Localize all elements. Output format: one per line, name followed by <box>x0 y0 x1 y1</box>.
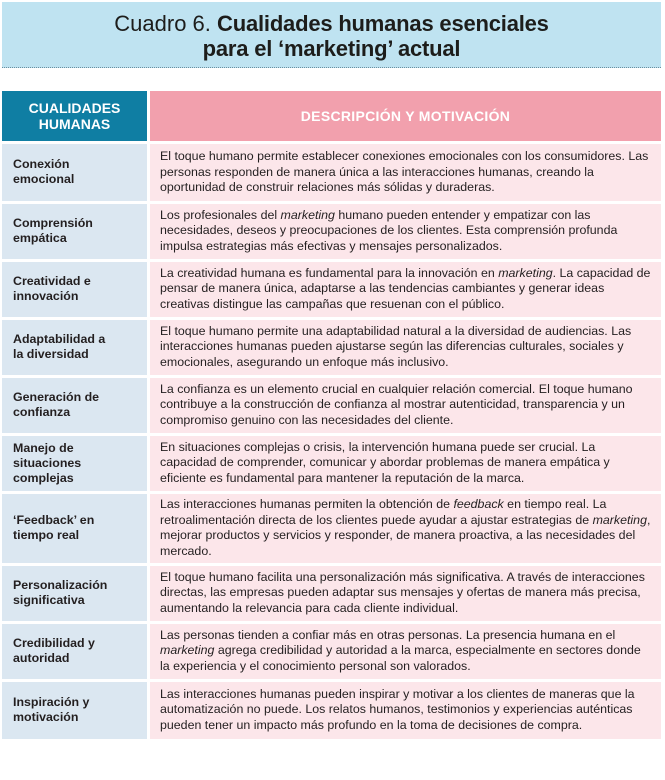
description-segment: Las personas tienden a confiar más en otras personas. La presencia humana en el <box>160 627 616 642</box>
description-cell <box>149 318 662 376</box>
table-row <box>2 564 661 622</box>
description-segment: El toque humano permite establecer conexiones emocionales con los consumidores. Las personas responden de manera única a las interacciones humanas, creando la oportunidad de construir relaciones más sólidas y duraderas. <box>160 149 649 194</box>
description-segment: La creatividad humana es fundamental para la innovación en <box>160 265 499 280</box>
description-italic-term: marketing <box>498 265 553 280</box>
description-text <box>160 208 651 255</box>
table-row <box>2 260 661 318</box>
description-text <box>160 266 651 313</box>
description-segment: Las interacciones humanas permiten la obtención de <box>160 497 454 511</box>
quality-cell <box>2 376 149 434</box>
description-segment: . La capacidad de pensar de manera única, adaptarse a las tendencias cambiantes y generar ideas creativas distingue las campañas que resuenan con el público. <box>160 265 651 311</box>
description-cell <box>149 144 662 202</box>
header-qualities-word: HUMANAS <box>38 116 111 132</box>
quality-label: Inspiración y motivación <box>13 695 90 724</box>
title-main-1: Cualidades humanas esenciales <box>217 11 549 36</box>
title-box <box>2 2 661 68</box>
header-qualities <box>2 91 149 141</box>
description-italic-term: feedback <box>453 497 504 511</box>
table-row <box>2 202 661 260</box>
description-segment: en tiempo real. La retroalimentación directa de los clientes puede ayudar a ajustar estrategias de <box>160 497 607 527</box>
title-line-1 <box>2 11 661 36</box>
description-text <box>160 497 651 559</box>
quality-cell <box>2 564 149 622</box>
description-segment: En situaciones complejas o crisis, la intervención humana puede ser crucial. La capacidad de comprender, comunicar y abordar problemas de manera empática y eficiente es fundamental para mantener la reputación de la marca. <box>160 439 610 485</box>
header-qualities-word: CUALIDADES <box>28 100 121 116</box>
description-segment: , mejorar productos y servicios y responder, de manera proactiva, a las necesidades del mercado. <box>160 512 651 558</box>
description-cell <box>149 434 662 492</box>
quality-label: Conexión emocional <box>13 157 75 187</box>
description-cell <box>149 260 662 318</box>
description-segment: Los profesionales del <box>160 207 281 222</box>
title-main-2: para el ‘marketing’ actual <box>202 36 461 61</box>
quality-label: Comprensión empática <box>13 216 93 245</box>
quality-cell <box>2 680 149 740</box>
quality-label: Adaptabilidad a la diversidad <box>13 332 106 361</box>
quality-cell <box>2 434 149 492</box>
table-row <box>2 622 661 680</box>
title-line-2 <box>2 36 661 61</box>
table-row <box>2 434 661 492</box>
quality-label: Generación de confianza <box>13 390 100 419</box>
header-description: DESCRIPCIÓN Y MOTIVACIÓN <box>149 91 662 141</box>
quality-cell <box>2 144 149 202</box>
table-row <box>2 144 661 202</box>
table-row <box>2 492 661 564</box>
table-row <box>2 376 661 434</box>
description-segment: humano pueden entender y empatizar con las necesidades, deseos y preocupaciones de los clientes. Esta comprensión profunda impulsa estrategias más efectivas y mensajes personalizados. <box>160 207 618 253</box>
description-cell <box>149 376 662 434</box>
quality-cell <box>2 318 149 376</box>
quality-label: Credibilidad y autoridad <box>13 636 95 665</box>
description-cell <box>149 680 662 740</box>
quality-cell <box>2 492 149 564</box>
description-text <box>160 382 651 429</box>
quality-cell <box>2 202 149 260</box>
table-header-row <box>2 91 661 141</box>
quality-cell <box>2 260 149 318</box>
description-italic-term: marketing <box>160 643 215 658</box>
description-text <box>160 440 651 487</box>
description-cell <box>149 622 662 680</box>
description-cell <box>149 202 662 260</box>
quality-label: Manejo de situaciones complejas <box>13 440 82 485</box>
description-text <box>160 570 651 617</box>
table-row <box>2 680 661 740</box>
table-body <box>2 144 661 740</box>
title-prefix: Cuadro 6. <box>114 11 211 36</box>
description-segment: La confianza es un elemento crucial en cualquier relación comercial. El toque humano contribuye a la construcción de confianza al mostrar autenticidad, transparencia y un compromiso genuino con las necesidades del cliente. <box>160 381 633 427</box>
description-segment: Las interacciones humanas pueden inspirar y motivar a los clientes de maneras que la automatización no puede. Los relatos humanos, testimonios y experiencias auténticas pueden tener un impacto más profundo en la toma de decisiones de compra. <box>160 686 635 732</box>
description-italic-term: marketing <box>280 207 335 222</box>
description-cell <box>149 564 662 622</box>
table-row <box>2 318 661 376</box>
quality-label: Personalización significativa <box>13 578 108 607</box>
description-text <box>160 149 651 196</box>
description-text <box>160 628 651 675</box>
quality-label: ‘Feedback’ en tiempo real <box>13 513 95 542</box>
description-segment: agrega credibilidad y autoridad a la marca, especialmente en sectores donde la experiencia y el conocimiento personal son valorados. <box>160 643 641 673</box>
description-segment: El toque humano facilita una personalización más significativa. A través de interacciones directas, las empresas pueden adaptar sus mensajes y ofertas de manera más precisa, aumentando la relevancia para cada cliente individual. <box>160 569 645 615</box>
header-qualities-label <box>2 100 147 132</box>
description-italic-term: marketing <box>592 512 647 527</box>
description-cell <box>149 492 662 564</box>
description-text <box>160 324 651 371</box>
description-text <box>160 687 651 734</box>
qualities-table <box>2 91 661 742</box>
quality-label: Creatividad e innovación <box>13 274 91 303</box>
description-segment: El toque humano permite una adaptabilidad natural a la diversidad de audiencias. Las interacciones humanas pueden ajustarse según las diferencias culturales, sociales y emocionales, asegurando un enfoque más inclusivo. <box>160 323 632 369</box>
quality-cell <box>2 622 149 680</box>
